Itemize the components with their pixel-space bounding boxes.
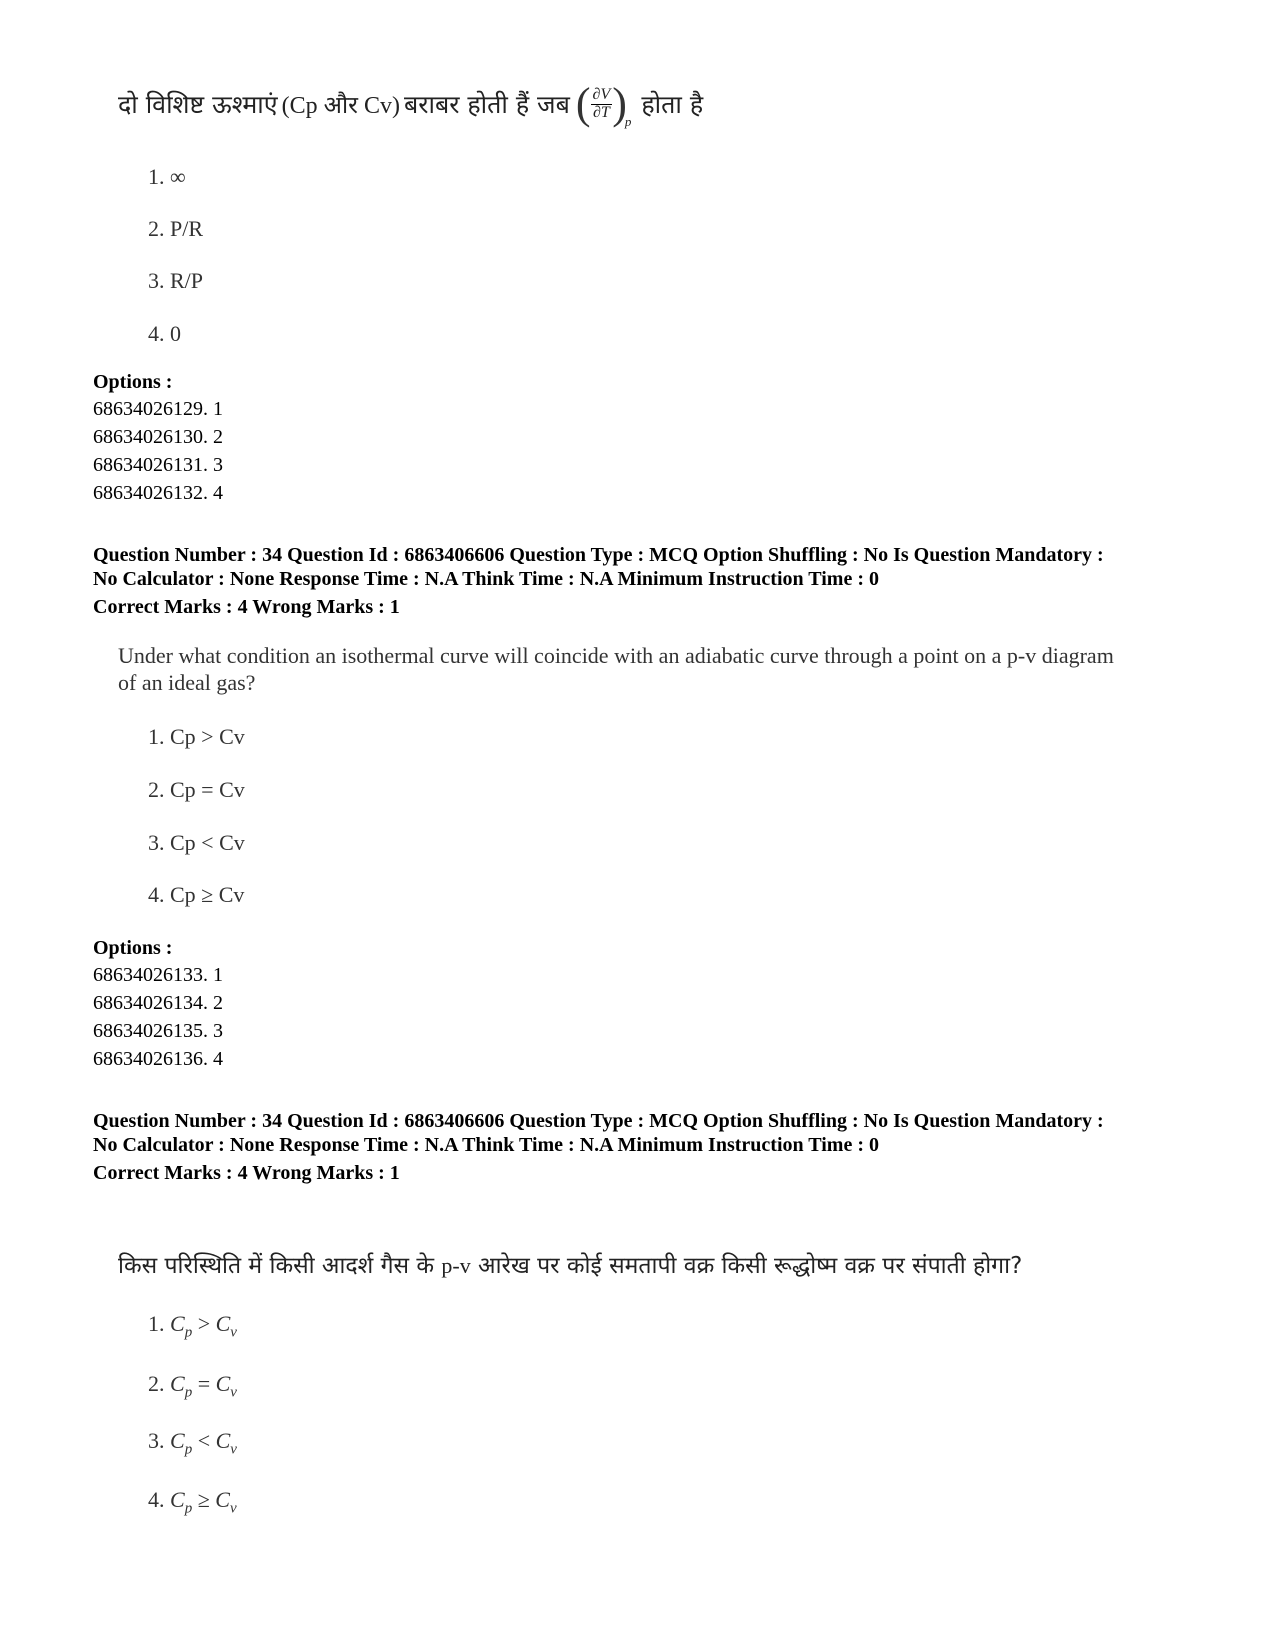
question-marks: Correct Marks : 4 Wrong Marks : 1	[93, 1162, 400, 1184]
option-item: 4. $C_p \ge C_v$	[148, 1487, 237, 1517]
fraction-subscript: p	[624, 114, 632, 129]
option-item: 2. P/R	[148, 216, 204, 241]
option-item: 1. $C_p > C_v$	[148, 1311, 237, 1341]
option-id: 68634026133. 1	[93, 964, 223, 986]
option-item: 1. Cp > Cv	[148, 724, 245, 749]
option-item: 1. ∞	[148, 164, 186, 189]
option-id: 68634026130. 2	[93, 426, 223, 448]
question-meta-line-2: No Calculator : None Response Time : N.A Think Time : N.A Minimum Instruction Time : 0	[93, 1134, 879, 1156]
stem-text-after: बराबर होती हैं जब	[403, 90, 570, 119]
stem-pv: p-v	[441, 1253, 471, 1278]
question-marks: Correct Marks : 4 Wrong Marks : 1	[93, 596, 400, 618]
question-34-stem-english: Under what condition an isothermal curve will coincide with an adiabatic curve through a point on a p-v diagram of an ideal gas?	[118, 643, 1114, 695]
stem-cp-cv: (Cp और Cv)	[281, 92, 400, 119]
option-id: 68634026134. 2	[93, 992, 223, 1014]
option-id: 68634026135. 3	[93, 1020, 223, 1042]
option-item: 4. 0	[148, 321, 181, 346]
option-id: 68634026131. 3	[93, 454, 223, 476]
stem-text-before: किस परिस्थिति में किसी आदर्श गैस के	[118, 1253, 435, 1279]
fraction-denominator: ∂T	[592, 103, 610, 121]
partial-derivative-expression: ( $\frac{\partial V}{\partial T}$ ) p	[575, 79, 632, 129]
option-item: 4. Cp ≥ Cv	[148, 882, 245, 907]
options-heading: Options :	[93, 937, 173, 959]
option-item: 3. R/P	[148, 268, 204, 293]
question-33-stem-hindi	[118, 79, 704, 129]
options-heading: Options :	[93, 371, 173, 393]
option-item: 3. $C_p < C_v$	[148, 1428, 237, 1458]
question-34-stem-hindi	[118, 1248, 1022, 1280]
option-item: 3. Cp < Cv	[148, 830, 245, 855]
question-meta-line-1: Question Number : 34 Question Id : 6863406606 Question Type : MCQ Option Shuffling : No Is Question Mandatory :	[93, 1110, 1104, 1132]
option-item: 2. $C_p = C_v$	[148, 1371, 237, 1401]
stem-text-before: दो विशिष्ट ऊश्माएं	[118, 90, 278, 119]
option-id: 68634026129. 1	[93, 398, 223, 420]
question-meta-line-2: No Calculator : None Response Time : N.A Think Time : N.A Minimum Instruction Time : 0	[93, 568, 879, 590]
fraction-numerator: ∂V	[592, 85, 611, 103]
stem-text-after: आरेख पर कोई समतापी वक्र किसी रूद्धोष्म वक्र पर संपाती होगा?	[478, 1253, 1023, 1279]
stem-text-end: होता है	[641, 90, 704, 119]
option-id: 68634026136. 4	[93, 1048, 223, 1070]
option-id: 68634026132. 4	[93, 482, 223, 504]
option-item: 2. Cp = Cv	[148, 777, 245, 802]
question-meta-line-1: Question Number : 34 Question Id : 6863406606 Question Type : MCQ Option Shuffling : No Is Question Mandatory :	[93, 544, 1104, 566]
